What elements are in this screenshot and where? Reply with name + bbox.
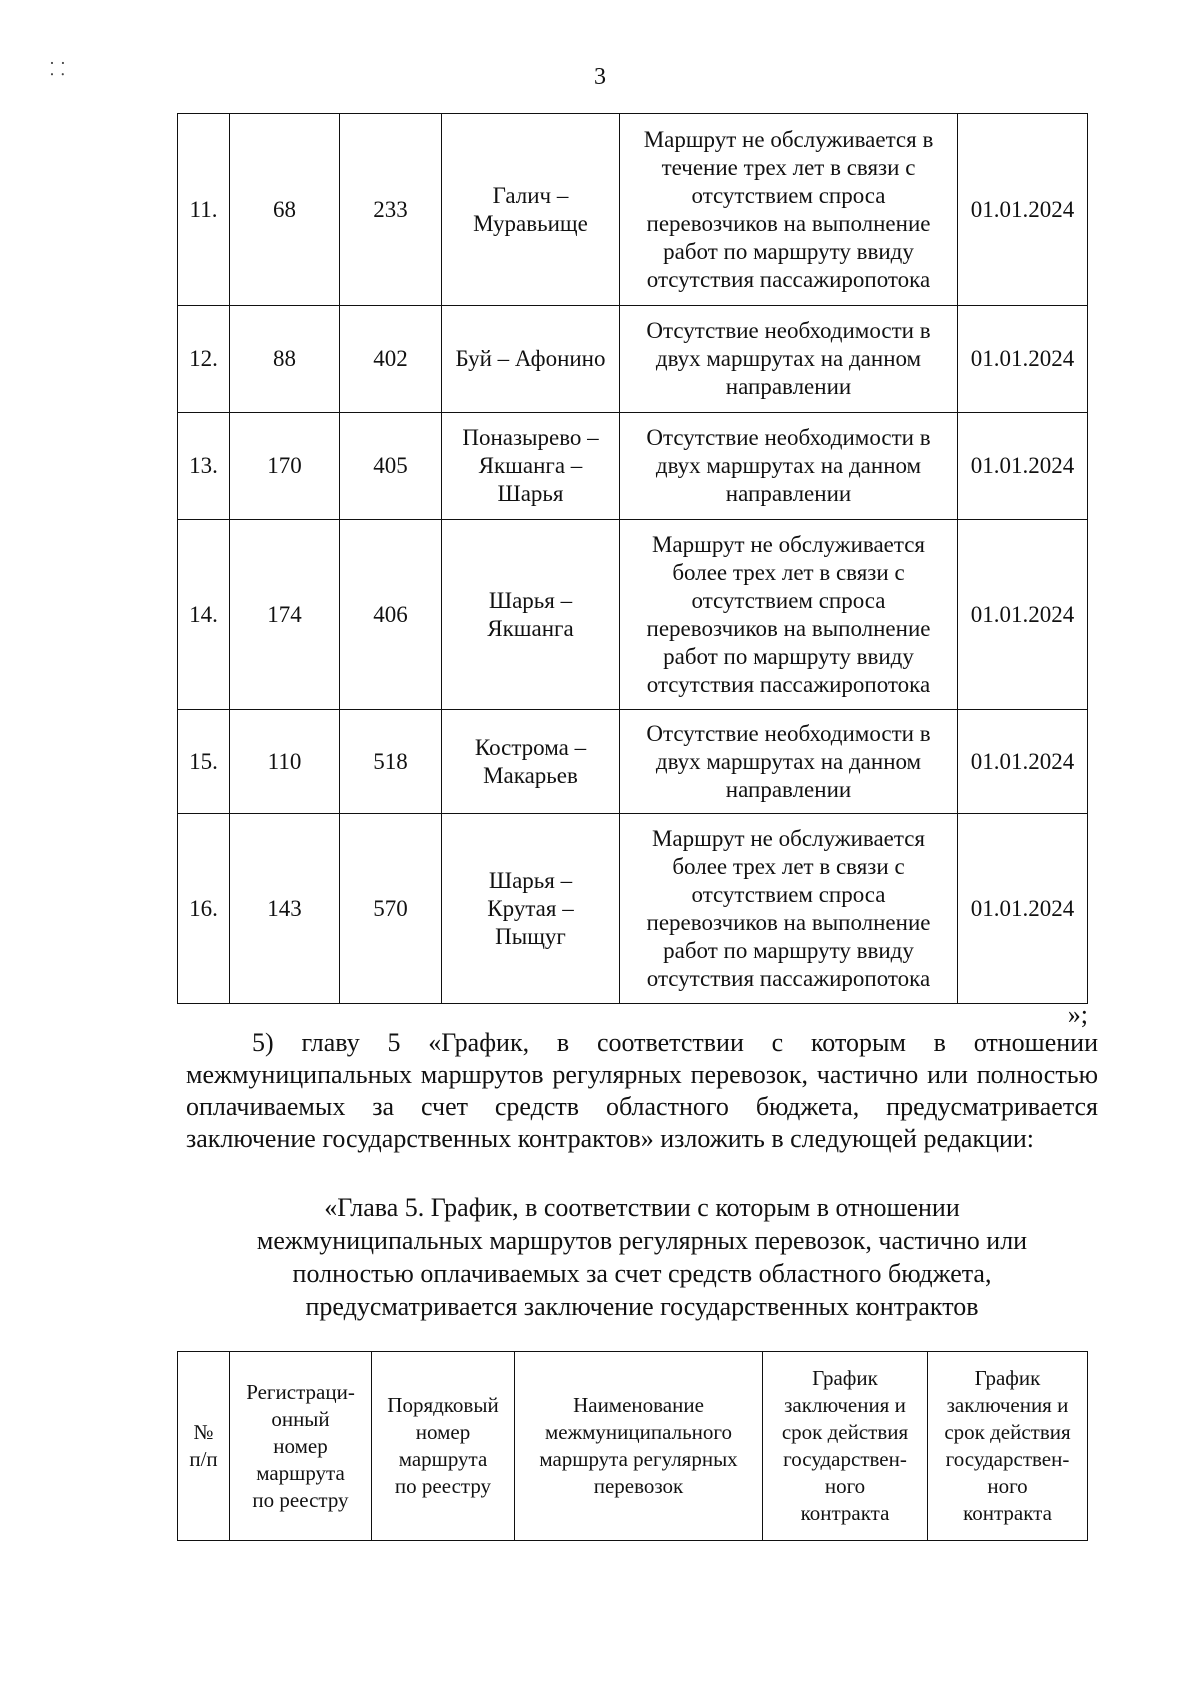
route-name: [442, 520, 620, 710]
effective-date: 01.01.2024: [958, 114, 1088, 306]
row-index: 14.: [178, 520, 230, 710]
registration-number: 110: [230, 710, 340, 814]
exclusion-reason: [620, 413, 958, 520]
table-row: [178, 114, 1088, 306]
exclusion-reason: [620, 306, 958, 413]
route-name: [442, 814, 620, 1004]
exclusion-reason-text: Маршрут не обслуживается более трех лет в связи с отсутствием спроса перевозчиков на выполнение работ по маршруту ввиду отсутствия пассажиропотока: [646, 531, 931, 697]
header-route-name: Наименование межмуниципального маршрута регулярных перевозок: [515, 1352, 763, 1541]
exclusion-reason: [620, 114, 958, 306]
exclusion-reason: [620, 710, 958, 814]
route-name-text: Буй – Афонино: [455, 346, 606, 371]
effective-date: 01.01.2024: [958, 306, 1088, 413]
table-header-row: [178, 1352, 1088, 1541]
row-index: 15.: [178, 710, 230, 814]
route-name: [442, 306, 620, 413]
route-name-text: Поназырево – Якшанга – Шарья: [462, 425, 599, 506]
sequence-number: 405: [340, 413, 442, 520]
table-row: [178, 710, 1088, 814]
header-sequence-number: Порядковый номер маршрута по реестру: [372, 1352, 515, 1541]
scan-speck: ⸬: [50, 59, 65, 79]
effective-date: 01.01.2024: [958, 413, 1088, 520]
exclusion-reason-text: Маршрут не обслуживается более трех лет в связи с отсутствием спроса перевозчиков на выполнение работ по маршруту ввиду отсутствия пассажиропотока: [646, 825, 931, 991]
route-name-text: Шарья – Крутая – Пыщуг: [487, 867, 574, 949]
sequence-number: 233: [340, 114, 442, 306]
sequence-number: 570: [340, 814, 442, 1004]
registration-number: 143: [230, 814, 340, 1004]
amendment-paragraph: 5) главу 5 «График, в соответствии с которым в отношении межмуниципальных маршрутов регулярных перевозок, частично или полностью оплачиваемых за счет средств областного бюджета, предусматривается заключение государственных контрактов» изложить в следующей редакции:: [186, 1028, 1098, 1153]
table-row: [178, 306, 1088, 413]
effective-date: 01.01.2024: [958, 710, 1088, 814]
exclusion-reason-text: Отсутствие необходимости в двух маршрутах на данном направлении: [646, 720, 931, 802]
header-contract-schedule: График заключения и срок действия государствен- ного контракта: [928, 1352, 1088, 1541]
effective-date: 01.01.2024: [958, 814, 1088, 1004]
row-index: 16.: [178, 814, 230, 1004]
sequence-number: 402: [340, 306, 442, 413]
exclusion-reason: [620, 814, 958, 1004]
page-number: 3: [594, 64, 606, 90]
route-name: [442, 710, 620, 814]
closing-quote: »;: [1067, 1000, 1088, 1029]
route-name: [442, 114, 620, 306]
exclusion-reason-text: Отсутствие необходимости в двух маршрутах на данном направлении: [646, 425, 931, 506]
route-name-text: Галич – Муравьище: [473, 182, 588, 236]
table-row: [178, 413, 1088, 520]
sequence-number: 406: [340, 520, 442, 710]
header-index: № п/п: [178, 1352, 230, 1541]
table-row: [178, 520, 1088, 710]
header-registration-number: Регистраци- онный номер маршрута по реестру: [230, 1352, 372, 1541]
chapter-heading: «Глава 5. График, в соответствии с которым в отношении межмуниципальных маршрутов регулярных перевозок, частично или полностью оплачиваемых за счет средств областного бюджета, предусматривается заключение государственных контрактов: [256, 1193, 1028, 1321]
header-contract-schedule: График заключения и срок действия государствен- ного контракта: [763, 1352, 928, 1541]
row-index: 11.: [178, 114, 230, 306]
sequence-number: 518: [340, 710, 442, 814]
registration-number: 88: [230, 306, 340, 413]
registration-number: 170: [230, 413, 340, 520]
table-row: [178, 814, 1088, 1004]
registration-number: 174: [230, 520, 340, 710]
registration-number: 68: [230, 114, 340, 306]
route-name: [442, 413, 620, 520]
effective-date: 01.01.2024: [958, 520, 1088, 710]
schedule-table: [177, 1351, 1088, 1541]
exclusion-reason: [620, 520, 958, 710]
row-index: 13.: [178, 413, 230, 520]
route-name-text: Шарья – Якшанга: [487, 587, 574, 641]
exclusion-reason-text: Маршрут не обслуживается в течение трех лет в связи с отсутствием спроса перевозчиков на выполнение работ по маршруту ввиду отсутствия пассажиропотока: [643, 126, 934, 292]
row-index: 12.: [178, 306, 230, 413]
routes-table: [177, 113, 1088, 1004]
exclusion-reason-text: Отсутствие необходимости в двух маршрутах на данном направлении: [646, 318, 931, 399]
route-name-text: Кострома – Макарьев: [474, 734, 587, 788]
